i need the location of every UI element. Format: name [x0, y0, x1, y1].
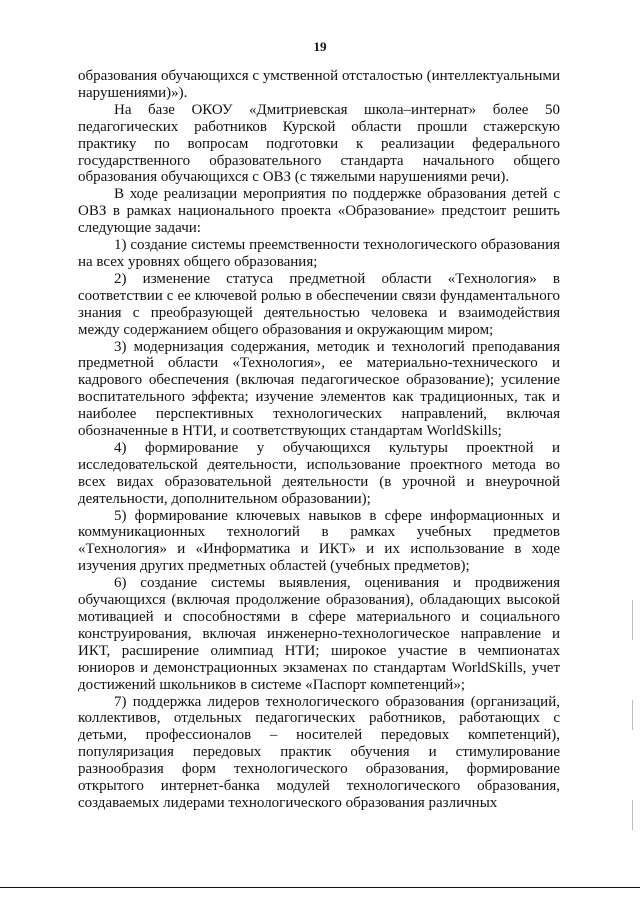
list-item-task-7: 7) поддержка лидеров технологического образования (организаций, коллективов, отдельных педагогических работников, работающих с детьми, профессионалов – носителей передовых компетенций), популяризация передовых практик обучения и стимулирование разнообразия форм технологического образования, формирование открытого интернет-банка модулей технологического образования, создаваемых лидерами технологического образования различных: [78, 693, 560, 811]
list-item-task-3: 3) модернизация содержания, методик и технологий преподавания предметной области «Технология», ее материально-технического и кадрового обеспечения (включая педагогическое образование); усиление воспитательного эффекта; изучение элементов как традиционных, так и наиболее перспективных технологических направлений, включая обозначенные в НТИ, и соответствующих стандартам WorldSkills;: [78, 338, 560, 440]
list-item-task-5: 5) формирование ключевых навыков в сфере информационных и коммуникационных технологий в рамках учебных предметов «Технология» и «Информатика и ИКТ» и их использование в ходе изучения других предметных областей (учебных предметов);: [78, 507, 560, 575]
paragraph-internship: На базе ОКОУ «Дмитриевская школа–интернат» более 50 педагогических работников Курской области прошли стажерскую практику по вопросам подготовки к реализации федерального государственного образовательного стандарта начального общего образования обучающихся с ОВЗ (с тяжелыми нарушениями речи).: [78, 101, 560, 186]
list-item-task-4: 4) формирование у обучающихся культуры проектной и исследовательской деятельности, использование проектного метода во всех видах образовательной деятельности (в урочной и внеурочной деятельности, дополнительном образовании);: [78, 439, 560, 507]
list-item-task-2: 2) изменение статуса предметной области «Технология» в соответствии с ее ключевой ролью в обеспечении связи фундаментального знания с преобразующей деятельностью человека и взаимодействия между содержанием общего образования и окружающим миром;: [78, 270, 560, 338]
scan-margin-mark: [632, 700, 633, 730]
scan-margin-mark: [632, 800, 633, 830]
page-bottom-rule: [0, 887, 640, 888]
scan-margin-mark: [632, 600, 633, 640]
paragraph-tasks-intro: В ходе реализации мероприятия по поддержке образования детей с ОВЗ в рамках национального проекта «Образование» предстоит решить следующие задачи:: [78, 186, 560, 237]
list-item-task-6: 6) создание системы выявления, оценивания и продвижения обучающихся (включая продолжение образования), обладающих высокой мотивацией и способностями в сфере материального и социального конструирования, включая инженерно-технологическое направление и ИКТ, расширение олимпиад НТИ; широкое участие в чемпионатах юниоров и демонстрационных экзаменах по стандартам WorldSkills, учет достижений школьников в системе «Паспорт компетенций»;: [78, 575, 560, 693]
paragraph-continuation: образования обучающихся с умственной отсталостью (интеллектуальными нарушениями)»).: [78, 68, 560, 101]
page-number: 19: [313, 39, 327, 54]
list-item-task-1: 1) создание системы преемственности технологического образования на всех уровнях общего образования;: [78, 237, 560, 270]
document-body: [78, 68, 560, 812]
